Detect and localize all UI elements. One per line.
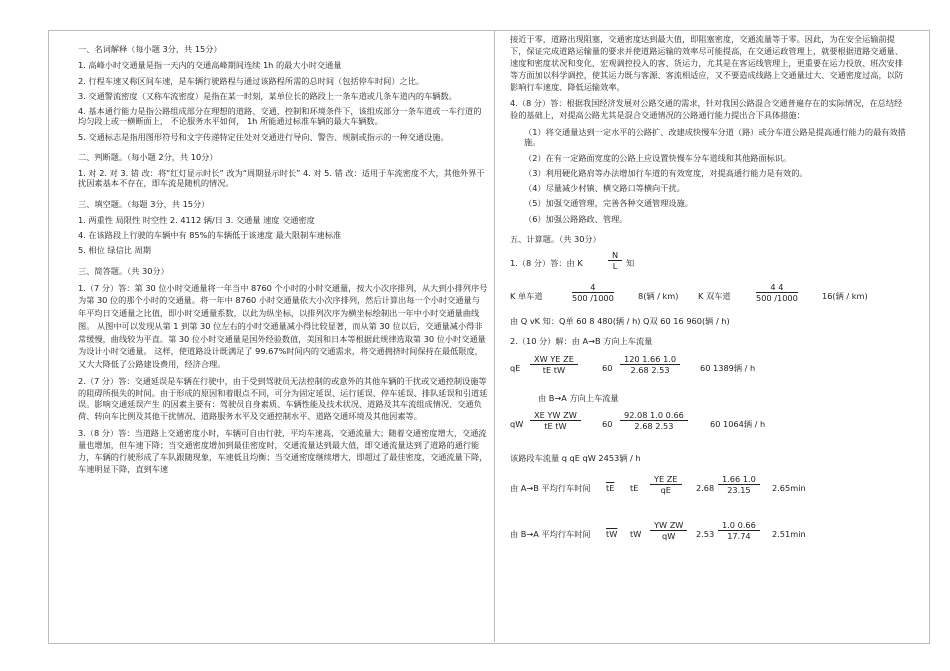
- qW-fraction-2: [620, 410, 688, 432]
- definition-2: 2. 行程车速又称区间车速，是车辆行驶路程与通过该路程所需的总时间（包括停车时间）之比。: [78, 75, 425, 86]
- qW-formula: [510, 409, 910, 443]
- qW-symbol: qW: [510, 418, 524, 429]
- definition-3: 3. 交通警流密度（又称车流密度）是指在某一时刻，某单位长的路段上一条车道或几条车道内的车辆数。: [78, 90, 457, 101]
- qW-den-2: 2.68 2.53: [634, 421, 674, 432]
- calc-1-intro: [510, 250, 910, 276]
- section-1-title: 一、名词解释（每小题 3分，共 15分）: [78, 44, 222, 54]
- qE-den-2: 2.68 2.53: [630, 364, 670, 375]
- section-2-title: 二、判断题。（每小题 2分，共 10分）: [78, 151, 218, 162]
- left-column: [78, 34, 488, 481]
- section-5-title: 五、计算题。（共 30分）: [510, 233, 601, 244]
- tE-den: qE: [660, 485, 671, 496]
- qW-60: 60: [602, 418, 613, 429]
- tW-den: qW: [662, 531, 676, 542]
- qE-num: XW YE ZE: [530, 354, 578, 365]
- qE-60: 60: [602, 362, 613, 373]
- definition-4: 4. 基本通行能力是指公路组成部分在理想的道路、交通、控制和环境条件下，该组成部分一条车道或一车行道的均匀段上或一横断面上， 不论服务水平如何， 1h 所能通过标准车辆的最大车辆数。: [78, 106, 482, 127]
- calc-1-k-row: [510, 282, 910, 310]
- tE-fraction: [650, 474, 682, 496]
- tE-bar-symbol: $\overline{tE}$: [606, 483, 615, 494]
- calc-1-L: L: [612, 261, 618, 272]
- section-3-title: 三、填空题。（每题 3分，共 15分）: [78, 198, 210, 209]
- qE-fraction-2: [620, 354, 680, 376]
- measure-6: （6）加强公路路政、管理。: [524, 213, 628, 224]
- tE-fraction-2: [718, 474, 760, 496]
- measure-1: （1）将交通量达到一定水平的公路扩、改建成快慢车分道（路）或分车道公路是提高通行能力的最有效措施。: [524, 127, 906, 148]
- qE-fraction: [530, 354, 578, 376]
- calc-1-label: 1.（8 分）答：由 K: [510, 258, 583, 269]
- k-single-fraction: [572, 282, 614, 304]
- qW-result: 60 1064辆 / h: [710, 418, 766, 429]
- section-4-title: 三、简答题。（共 30分）: [78, 265, 169, 276]
- tE-formula: [510, 473, 910, 507]
- tW-formula: [510, 519, 910, 553]
- qE-den: tE tW: [542, 364, 566, 375]
- tE-den-2: 23.15: [727, 485, 751, 496]
- total-flow: 该路段车流量 q qE qW 2453辆 / h: [510, 452, 641, 463]
- fill-answer-1: 1. 两重性 局限性 时空性 2. 4112 辆/日 3. 交通量 速度 交通密度: [78, 214, 315, 225]
- tW-label: 由 B→A 平均行车时间: [510, 529, 591, 540]
- measure-5: （5）加强交通管理，完善各种交通管理设施。: [524, 198, 693, 209]
- measure-3: （3）利用硬化路肩等办法增加行车道的有效宽度，对提高通行能力是有效的。: [524, 167, 808, 178]
- qE-num-2: 120 1.66 1.0: [620, 354, 680, 365]
- short-answer-2: 2.（7 分）答：交通延误是车辆在行驶中，由于受到驾驶员无法控制的或意外的其他车辆的干扰或交通控制设施等的阻碍所损失的时间。由于形成的原因和着眼点不同，可分为固定延误、运行延误、停车延误、排队延误和引道延误。影响交通延误产生 的因素主要有：驾驶员自身素质、车辆性能及技术状况、道路及其车流组成情况、交通负荷、转向车比例及其他干扰情况、道路服务水平及交通控制水平、道路交通环境及其他因素等。: [78, 375, 488, 422]
- calc-1-fraction: [608, 250, 622, 272]
- short-answer-3-continued: 接近于零，道路出现阻塞，交通密度达到最大值，即阻塞密度，交通流量等于零。因此，为在安全运输前提下，保证完成道路运输量的要求并使道路运输的效率尽可能提高，在交通运政管理上，就要根据道路交通量、速度和密度状况和变化，宏观调控投入的客、货运力，尤其是在客运线管理上，更重要在运力投放、班次安排等方面加以科学调控，使其运力既与客源、客流相适应，又不要造成线路上交通量过大、交通密度过高，以防影响行车速度、降低运输效率。: [510, 34, 904, 92]
- qE-symbol: qE: [510, 362, 521, 373]
- short-answer-4: 4.（8 分）答：根据我国经济发展对公路交通的需求，针对我国公路混合交通普遍存在的实际情况，在总结经验的基础上，对提高公路尤其是混合交通情况的公路通行能力提出合下具体措施：: [510, 98, 903, 121]
- tW-fraction-2: [718, 520, 760, 542]
- tW-value: 2.53: [696, 529, 715, 540]
- tW-den-2: 17.74: [727, 531, 751, 542]
- column-divider: [494, 30, 495, 642]
- fill-answer-3: 5. 相位 绿信比 周期: [78, 245, 151, 256]
- qW-num-2: 92.08 1.0 0.66: [620, 410, 688, 421]
- tW-fraction: [650, 520, 687, 542]
- k-double-label: K 双车道: [698, 291, 731, 302]
- right-column: [510, 34, 910, 559]
- tE-result: 2.65min: [772, 483, 806, 494]
- qW-fraction: [530, 410, 581, 432]
- qE-formula: [510, 353, 910, 387]
- judgement-answers: 1. 对 2. 对 3. 错 改：将“红灯显示时长” 改为“周期显示时长” 4. 对 5. 错 改：适用于车流密度不大，其他外界干扰因素基本不存在，即车流是随机的情况。: [78, 168, 485, 189]
- calc-1-N: N: [608, 250, 622, 261]
- k-single-result: 8(辆 / km): [638, 291, 679, 302]
- k-single-label: K 单车道: [510, 291, 543, 302]
- qW-den: tE tW: [544, 421, 567, 432]
- k-double-num: 4 4: [756, 282, 798, 293]
- tW-bar-symbol: $\overline{tW}$: [606, 529, 618, 540]
- tW-num: YW ZW: [650, 520, 687, 531]
- tW-result: 2.51min: [772, 529, 806, 540]
- definition-5: 5. 交通标志是指用图形符号和文字传递特定住处对交通进行导向、警告、规制或指示的一种交通设施。: [78, 131, 449, 142]
- definition-1: 1. 高峰小时交通量是指一天内的交通高峰期间连续 1h 的最大小时交通量: [78, 60, 342, 71]
- tE-symbol: tE: [630, 483, 639, 494]
- measure-2: （2）在有一定路面宽度的公路上应设置快慢车分车道线和其他路面标识。: [524, 152, 792, 163]
- tE-label: 由 A→B 平均行车时间: [510, 483, 591, 494]
- measure-4: （4）尽量减少村镇、横交路口等横向干扰。: [524, 183, 685, 194]
- tW-num-2: 1.0 0.66: [718, 520, 760, 531]
- calc-1-know: 知: [626, 258, 635, 269]
- calc-2-sub: 由 B→A 方向上车流量: [538, 392, 619, 403]
- calc-2-title: 2.（10 分）解：由 A→B 方向上车流量: [510, 336, 653, 347]
- qW-num: XE YW ZW: [530, 410, 581, 421]
- tW-symbol: tW: [630, 529, 642, 540]
- calc-1-q: 由 Q vK 知：Q单 60 8 480(辆 / h) Q双 60 16 960(辆 / h): [510, 316, 730, 327]
- tE-num-2: 1.66 1.0: [718, 474, 760, 485]
- k-double-fraction: [756, 282, 798, 304]
- qE-result: 60 1389辆 / h: [700, 362, 756, 373]
- k-double-den: 500 /1000: [756, 293, 798, 304]
- fill-answer-2: 4. 在该路段上行驶的车辆中有 85%的车辆低于该速度 最大限制车速标准: [78, 230, 342, 240]
- k-single-num: 4: [572, 282, 614, 293]
- tE-num: YE ZE: [650, 474, 682, 485]
- short-answer-1: 1.（7 分）答：第 30 位小时交通量将一年当中 8760 个小时的小时交通量，按大小次序排列，从大到小排列序号为第 30 位的那个小时的交通量。将一年中 8760 小时交通量依大小次序排列，然后计算出每一个小时交通量与年平均日交通量之比值，即小时交通量系数，以此为纵坐标，以排列次序为横坐标绘制出一年中小时交通量曲线图。 从图中可以发现从第 1 到第 30 位左右的小时交通量减小得比较显著，而从第 30 位以后，交通量减小得非常缓慢，曲线较为平直。第 30 位小时交通量是国外经验数值，美国和日本等根据此规律选取第 30 位小时交通量为设计小时交通量。 这样，使道路设计既满足了 99.67%时间内的交通需求，将交通拥挤时间保持在最低限度，又大大降低了公路建设费用，经济合理。: [78, 282, 488, 369]
- k-double-result: 16(辆 / km): [822, 291, 868, 302]
- k-single-den: 500 /1000: [572, 293, 614, 304]
- short-answer-3: 3.（8 分）答：当道路上交通密度小时，车辆可自由行驶，平均车速高，交通流量大；随着交通密度增大，交通流量也增加，但车速下降；当交通密度增加到最佳密度时，交通流量达到最大值，即交通流量达到了道路的通行能力，车辆的行驶形成了车队跟随现象，车速低且均衡；当交通密度继续增大，即超过了最佳密度，交通流量下降，车速明显下降，直到车速: [78, 428, 488, 474]
- tE-value: 2.68: [696, 483, 715, 494]
